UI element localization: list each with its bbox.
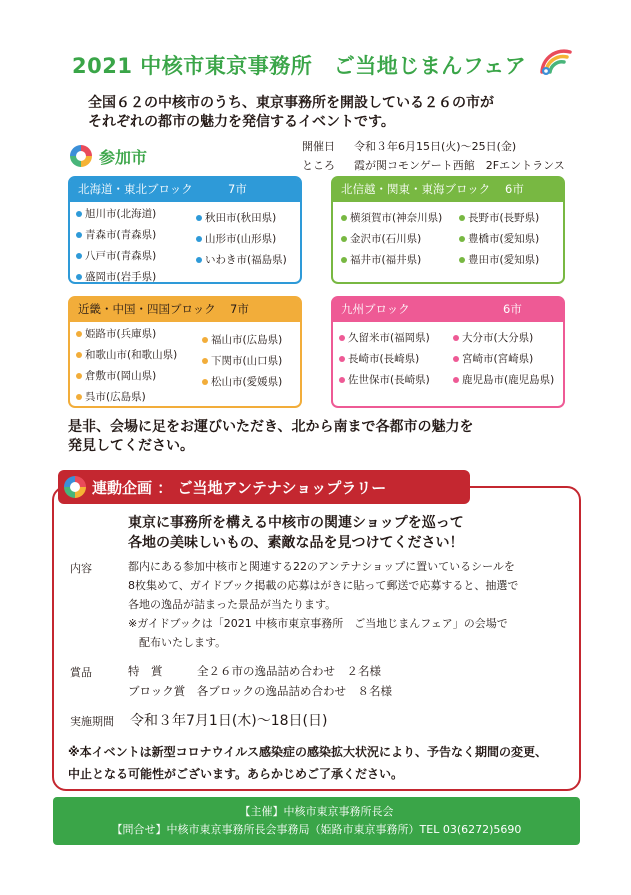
- city-item: 松山市(愛媛県): [202, 374, 282, 391]
- city-item: 倉敷市(岡山県): [76, 368, 177, 385]
- content-text: 都内にある参加中核市と関連する22のアンテナショップに置いているシールを 8枚集めて、ガイドブック掲載の応募はがきに貼って郵送で応募すると、抽選で 各地の逸品が詰まった景品が当たります。 ※ガイドブックは「2021 中核市東京事務所 ご当地じまんフェア」の会場で 配布いたします。: [128, 560, 519, 649]
- city-item: 旭川市(北海道): [76, 206, 156, 223]
- organizer-text: 【主催】中核市東京事務所長会: [239, 805, 394, 818]
- signal-icon: [536, 44, 576, 78]
- city-item: 金沢市(石川県): [341, 231, 442, 248]
- city-item: 豊田市(愛知県): [459, 252, 539, 269]
- city-item: 豊橋市(愛知県): [459, 231, 539, 248]
- city-item: いわき市(福島県): [196, 252, 287, 269]
- city-item: 盛岡市(岩手県): [76, 269, 156, 286]
- city-item: 姫路市(兵庫県): [76, 326, 177, 343]
- city-item: 八戸市(青森県): [76, 248, 156, 265]
- block-kyushu: [331, 296, 565, 408]
- rally-lead: 東京に事務所を構える中核市の関連ショップを巡って 各地の美味しいもの、素敵な品を見つけてください！: [128, 515, 464, 551]
- participating-label: 参加市: [99, 148, 148, 167]
- event-place: ところ 霞が関コモンゲート西館 2Fエントランス: [302, 159, 565, 172]
- rally-header: 連動企画 ： ご当地アンテナショップラリー: [58, 470, 470, 504]
- city-item: 下関市(山口県): [202, 353, 282, 370]
- city-item: 呉市(広島県): [76, 389, 177, 406]
- city-item: 久留米市(福岡県): [339, 330, 430, 347]
- city-item: 長崎市(長崎県): [339, 351, 430, 368]
- period-value: 令和３年7月1日(木)～18日(日): [130, 713, 328, 729]
- page-title: 2021 中核市東京事務所 ご当地じまんフェア: [72, 54, 527, 78]
- city-item: 福井市(福井県): [341, 252, 442, 269]
- content-label: 内容: [70, 562, 92, 575]
- block-kinki-chugoku-shikoku: [68, 296, 302, 408]
- city-item: 秋田市(秋田県): [196, 210, 287, 227]
- block-header: 北信越・関東・東海ブロック 6市: [333, 178, 563, 202]
- footer: [53, 797, 580, 845]
- city-item: 鹿児島市(鹿児島県): [453, 372, 554, 389]
- event-date: 開催日 令和３年6月15日(火)～25日(金): [302, 140, 517, 153]
- city-item: 横須賀市(神奈川県): [341, 210, 442, 227]
- city-item: 福山市(広島県): [202, 332, 282, 349]
- city-item: 青森市(青森県): [76, 227, 156, 244]
- ring-icon: [70, 145, 92, 167]
- block-header: 近畿・中国・四国ブロック 7市: [70, 298, 300, 322]
- block-header: 北海道・東北ブロック 7市: [70, 178, 300, 202]
- city-item: 佐世保市(長崎県): [339, 372, 430, 389]
- prize-label: 賞品: [70, 666, 92, 679]
- city-item: 山形市(山形県): [196, 231, 287, 248]
- block-hokushinetsu-kanto-tokai: [331, 176, 565, 284]
- block-header: 九州ブロック 6市: [333, 298, 563, 322]
- contact-text: 【問合せ】中核市東京事務所長会事務局（姫路市東京事務所）TEL 03(6272)5690: [111, 823, 522, 836]
- invitation-text: 是非、会場に足をお運びいただき、北から南まで各都市の魅力を 発見してください。: [68, 419, 474, 454]
- ring-icon: [64, 476, 86, 498]
- notice-text: ※本イベントは新型コロナウイルス感染症の感染拡大状況により、予告なく期間の変更、 中止となる可能性がございます。あらかじめご了承ください。: [68, 745, 547, 781]
- city-item: 長野市(長野県): [459, 210, 539, 227]
- city-item: 大分市(大分県): [453, 330, 554, 347]
- city-item: 宮崎市(宮崎県): [453, 351, 554, 368]
- block-hokkaido-tohoku: [68, 176, 302, 284]
- prize-list: 特 賞 全２６市の逸品詰め合わせ ２名様 ブロック賞 各ブロックの逸品詰め合わせ ８名様: [128, 664, 393, 698]
- intro-text: 全国６２の中核市のうち、東京事務所を開設している２６の市が それぞれの都市の魅力を発信するイベントです。: [88, 95, 494, 130]
- period-label: 実施期間: [70, 715, 114, 728]
- city-item: 和歌山市(和歌山県): [76, 347, 177, 364]
